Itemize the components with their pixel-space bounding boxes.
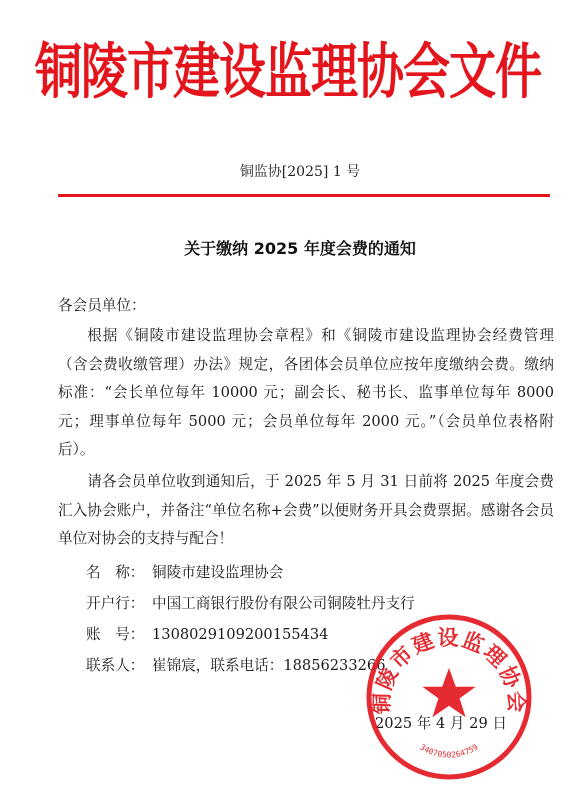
bank-label: 开户行： (86, 595, 145, 612)
paragraph-fee-standard: 根据《铜陵市建设监理协会章程》和《铜陵市建设监理协会经费管理（含会费收缴管理）办法》规定，各团体会员单位应按年度缴纳会费。缴纳标准：“会长单位每年 10000 元；副会长、秘书长、监事单位每年 8000 元；理事单位每年 5000 元；会员单位每年 2000 元。”（会员单位表格附后）。 (58, 327, 554, 459)
account-number-value: 1308029109200155434 (152, 626, 329, 643)
notice-title: 关于缴纳 2025 年度会费的通知 (184, 239, 416, 258)
greeting: 各会员单位： (58, 297, 146, 314)
contact-value: 崔锦宸，联系电话：18856233266 (152, 657, 386, 674)
letterhead-title: 铜陵市建设监理协会文件 (35, 37, 541, 108)
seal-org-name: 铜陵市建设监理协会 (369, 626, 529, 715)
account-name-label: 名 称： (86, 564, 145, 581)
seal-code: 3407050264759 (418, 742, 480, 760)
contact-label: 联系人： (86, 657, 145, 674)
notice-body (58, 292, 554, 554)
document-number: 铜监协[2025] 1 号 (239, 164, 361, 180)
paragraph-payment-request: 请各会员单位收到通知后，于 2025 年 5 月 31 日前将 2025 年度会费汇入协会账户，并备注“单位名称+会费”以便财务开具会费票据。感谢各会员单位对协会的支持与配合！ (58, 473, 554, 548)
account-name-value: 铜陵市建设监理协会 (152, 564, 284, 581)
official-seal-stamp (364, 612, 534, 782)
red-divider-line (58, 194, 550, 197)
bank-value: 中国工商银行股份有限公司铜陵牡丹支行 (152, 595, 415, 612)
issue-date: 2025 年 4 月 29 日 (375, 715, 507, 732)
seal-star-icon (422, 668, 475, 717)
account-name-row (86, 557, 415, 588)
account-number-label: 账 号： (86, 626, 145, 643)
